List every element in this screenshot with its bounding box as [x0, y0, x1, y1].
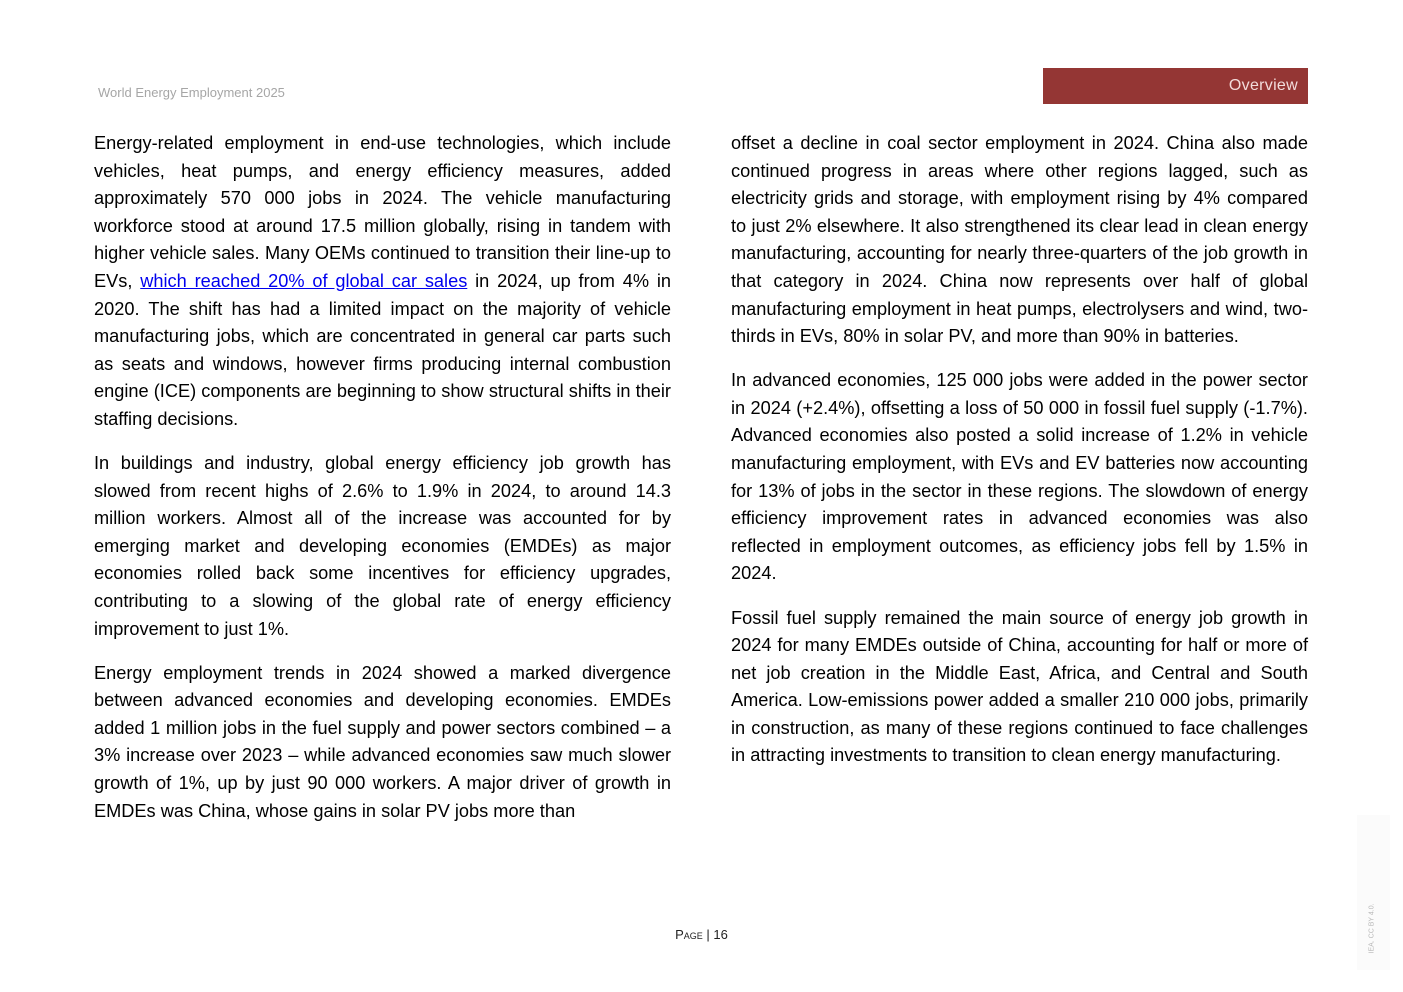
page-separator: | — [702, 927, 714, 942]
paragraph-advanced-economies: In advanced economies, 125 000 jobs were added in the power sector in 2024 (+2.4%), offsetting a loss of 50 000 in fossil fuel supply (-1.7%). Advanced economies also posted a solid increase of 1.2% in vehicle manufacturing employment, with EVs and EV batteries now accounting for 13% of jobs in the sector in these regions. The slowdown of energy efficiency improvement rates in advanced economies was also reflected in employment outcomes, as efficiency jobs fell by 1.5% in 2024. — [731, 370, 1308, 584]
paragraph-fossil-fuel: Fossil fuel supply remained the main source of energy job growth in 2024 for many EMDEs outside of China, accounting for half or more of net job creation in the Middle East, Africa, and Central and South America. Low-emissions power added a smaller 210 000 jobs, primarily in construction, as many of these regions continued to face challenges in attracting investments to transition to clean energy manufacturing. — [731, 607, 1308, 766]
paragraph-china: offset a decline in coal sector employment in 2024. China also made continued progress in areas where other regions lagged, such as electricity grids and storage, with employment rising by 4% compared to just 2% elsewhere. It also strengthened its clear lead in clean energy manufacturing, accounting for nearly three-quarters of the job growth in that category in 2024. China now represents over half of global manufacturing employment in heat pumps, electrolysers and wind, two-thirds in EVs, 80% in solar PV, and more than 90% in batteries. — [731, 133, 1308, 347]
left-column — [94, 130, 671, 842]
paragraph-trends: Energy employment trends in 2024 showed a marked divergence between advanced economies and developing economies. EMDEs added 1 million jobs in the fuel supply and power sectors combined – a 3% increase over 2023 – while advanced economies saw much slower growth of 1%, up by just 90 000 workers. A major driver of growth in EMDEs was China, whose gains in solar PV jobs more than — [94, 662, 671, 821]
right-column — [731, 130, 1308, 787]
license-watermark: IEA. CC BY 4.0. — [1368, 903, 1376, 954]
paragraph-text: Energy-related employment in end-use technologies, which include vehicles, heat pumps, and energy efficiency measures, added approximately 570 000 jobs in 2024. The vehicle manufacturing workforce stood at around 17.5 million globally, rising in tandem with higher vehicle sales. Many OEMs continued to transition their line-up to EVs, — [94, 133, 671, 291]
report-title: World Energy Employment 2025 — [98, 85, 285, 100]
paragraph-text: in 2024, up from 4% in 2020. The shift has had a limited impact on the majority of vehicle manufacturing jobs, which are concentrated in general car parts such as seats and windows, however firms producing internal combustion engine (ICE) components are beginning to show structural shifts in their staffing decisions. — [94, 270, 671, 429]
page-number: 16 — [713, 927, 728, 942]
page-label: Page — [675, 927, 703, 942]
page-footer — [0, 927, 1403, 942]
paragraph-efficiency: In buildings and industry, global energy efficiency job growth has slowed from recent highs of 2.6% to 1.9% in 2024, to around 14.3 million workers. Almost all of the increase was accounted for by emerging market and developing economies (EMDEs) as major economies rolled back some incentives for efficiency upgrades, contributing to a slowing of the global rate of energy efficiency improvement to just 1%. — [94, 453, 671, 639]
ev-sales-link[interactable]: which reached 20% of global car sales — [140, 270, 468, 291]
section-banner: Overview — [1043, 68, 1308, 104]
paragraph-end-use — [94, 130, 671, 434]
